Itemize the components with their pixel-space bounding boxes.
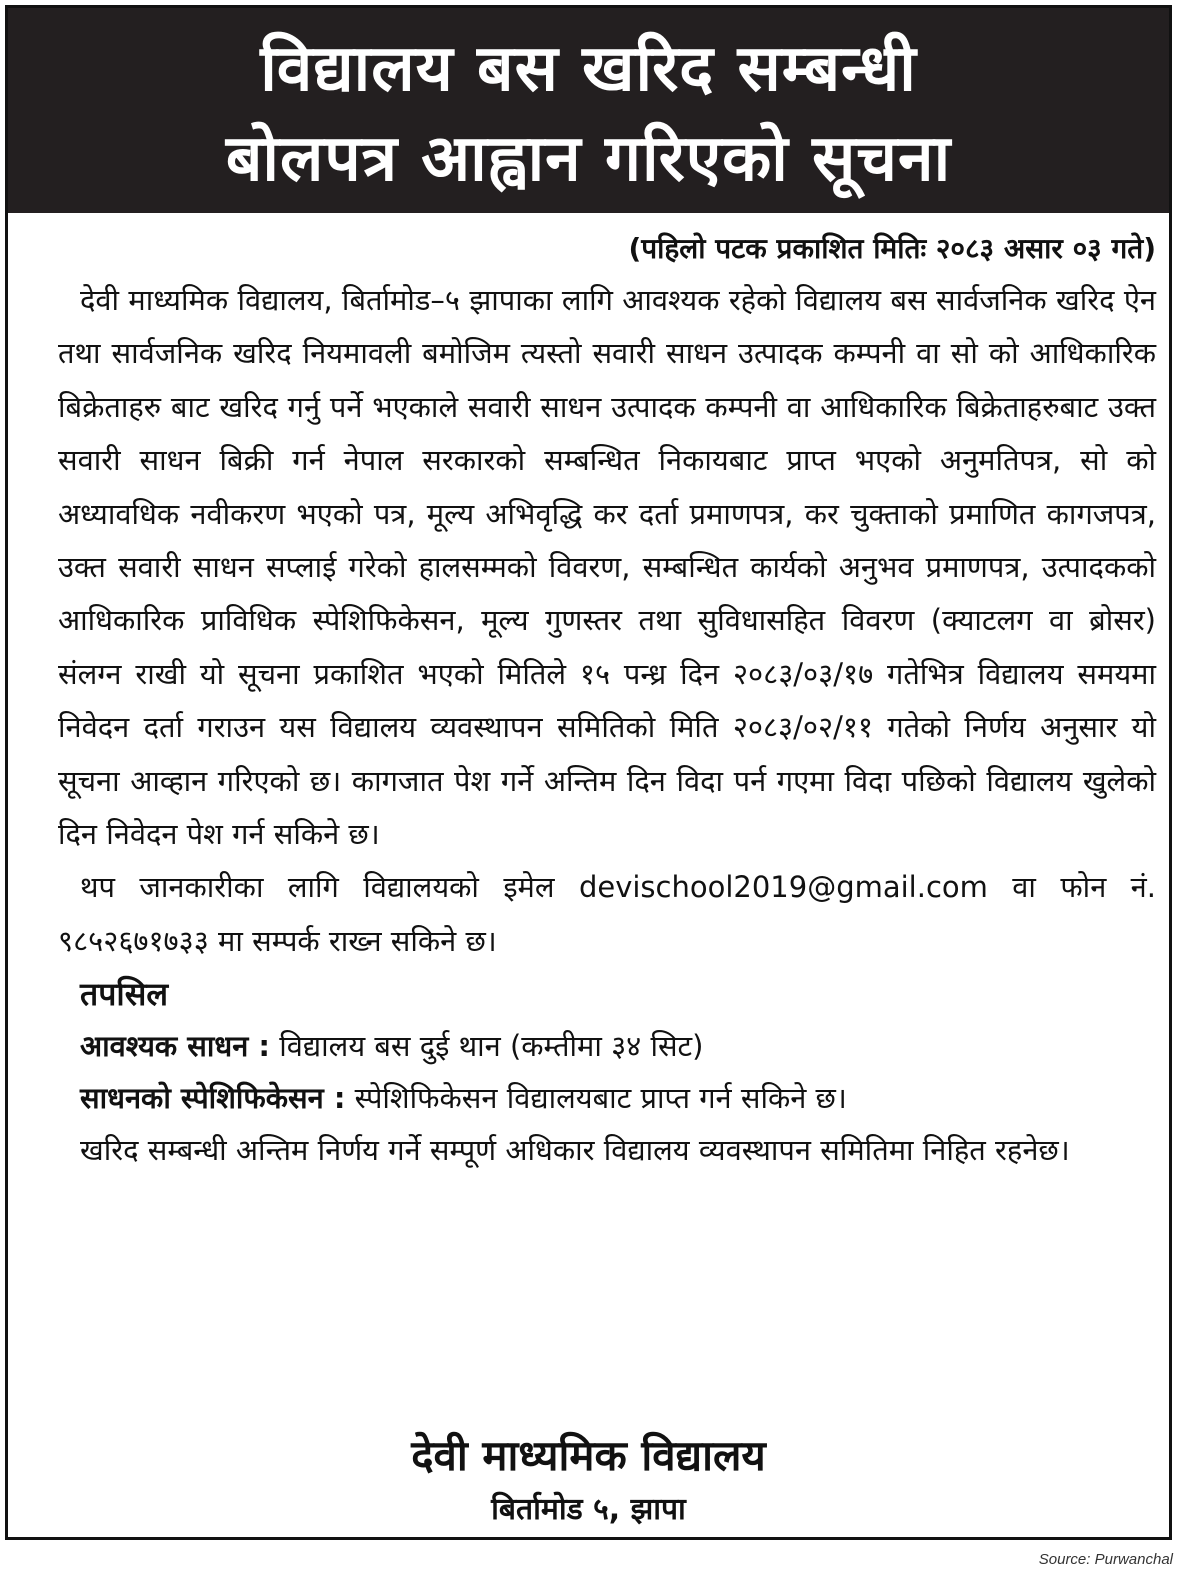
required-item-label: आवश्यक साधन : <box>80 1029 271 1064</box>
notice-body <box>58 224 1156 1178</box>
tapasil-heading: तपसिल <box>80 975 169 1014</box>
title-line-2: बोलपत्र आह्वान गरिएको सूचना <box>225 122 952 196</box>
spec-row <box>80 1072 1156 1124</box>
final-note: खरिद सम्बन्धी अन्तिम निर्णय गर्ने सम्पूर्ण अधिकार विद्यालय व्यवस्थापन समितिमा निहित रहनेछ। <box>80 1133 1070 1168</box>
school-address: बिर्तामोड ५, झापा <box>491 1492 686 1527</box>
contact-suffix: वा फोन नं. ९८५२६७१७३३ मा सम्पर्क राख्न सकिने छ। <box>58 870 1156 958</box>
source-credit: Source: Purwanchal <box>1038 1551 1173 1568</box>
title-line-1: विद्यालय बस खरिद सम्बन्धी <box>260 32 917 106</box>
spec-label: साधनको स्पेशिफिकेसन : <box>80 1081 346 1116</box>
contact-paragraph <box>58 861 1156 968</box>
email-address: devischool2019@gmail.com <box>578 870 988 905</box>
publish-date: (पहिलो पटक प्रकाशित मितिः २०८३ असार ०३ गते) <box>628 232 1156 265</box>
school-name: देवी माध्यमिक विद्यालय <box>411 1431 766 1480</box>
main-paragraph: देवी माध्यमिक विद्यालय, बिर्तामोड–५ झापाका लागि आवश्यक रहेको विद्यालय बस सार्वजनिक खरिद ऐन तथा सार्वजनिक खरिद नियमावली बमोजिम त्यस्तो सवारी साधन उत्पादक कम्पनी वा सो को आधिकारिक बिक्रेताहरु बाट खरिद गर्नु पर्ने भएकाले सवारी साधन उत्पादक कम्पनी वा आधिकारिक बिक्रेताहरुबाट उक्त सवारी साधन बिक्री गर्न नेपाल सरकारको सम्बन्धित निकायबाट प्राप्त भएको अनुमतिपत्र, सो को अध्यावधिक नवीकरण भएको पत्र, मूल्य अभिवृद्धि कर दर्ता प्रमाणपत्र, कर चुक्ताको प्रमाणित कागजपत्र, उक्त सवारी साधन सप्लाई गरेको हालसम्मको विवरण, सम्बन्धित कार्यको अनुभव प्रमाणपत्र, उत्पादकको आधिकारिक प्राविधिक स्पेशिफिकेसन, मूल्य गुणस्तर तथा सुविधासहित विवरण (क्याटलग वा ब्रोसर) संलग्न राखी यो सूचना प्रकाशित भएको मितिले १५ पन्ध्र दिन २०८३/०३/१७ गतेभित्र विद्यालय समयमा निवेदन दर्ता गराउन यस विद्यालय व्यवस्थापन समितिको मिति २०८३/०२/११ गतेको निर्णय अनुसार यो सूचना आव्हान गरिएको छ। कागजात पेश गर्ने अन्तिम दिन विदा पर्न गएमा विदा पछिको विद्यालय खुलेको दिन निवेदन पेश गर्न सकिने छ। <box>58 283 1156 852</box>
required-item-row <box>80 1020 1156 1072</box>
contact-prefix: थप जानकारीका लागि विद्यालयको इमेल <box>80 870 555 905</box>
title-banner <box>8 8 1169 213</box>
spec-value: स्पेशिफिकेसन विद्यालयबाट प्राप्त गर्न सकिने छ। <box>354 1081 847 1116</box>
notice-frame <box>5 5 1172 1540</box>
required-item-value: विद्यालय बस दुई थान (कम्तीमा ३४ सिट) <box>279 1029 704 1064</box>
